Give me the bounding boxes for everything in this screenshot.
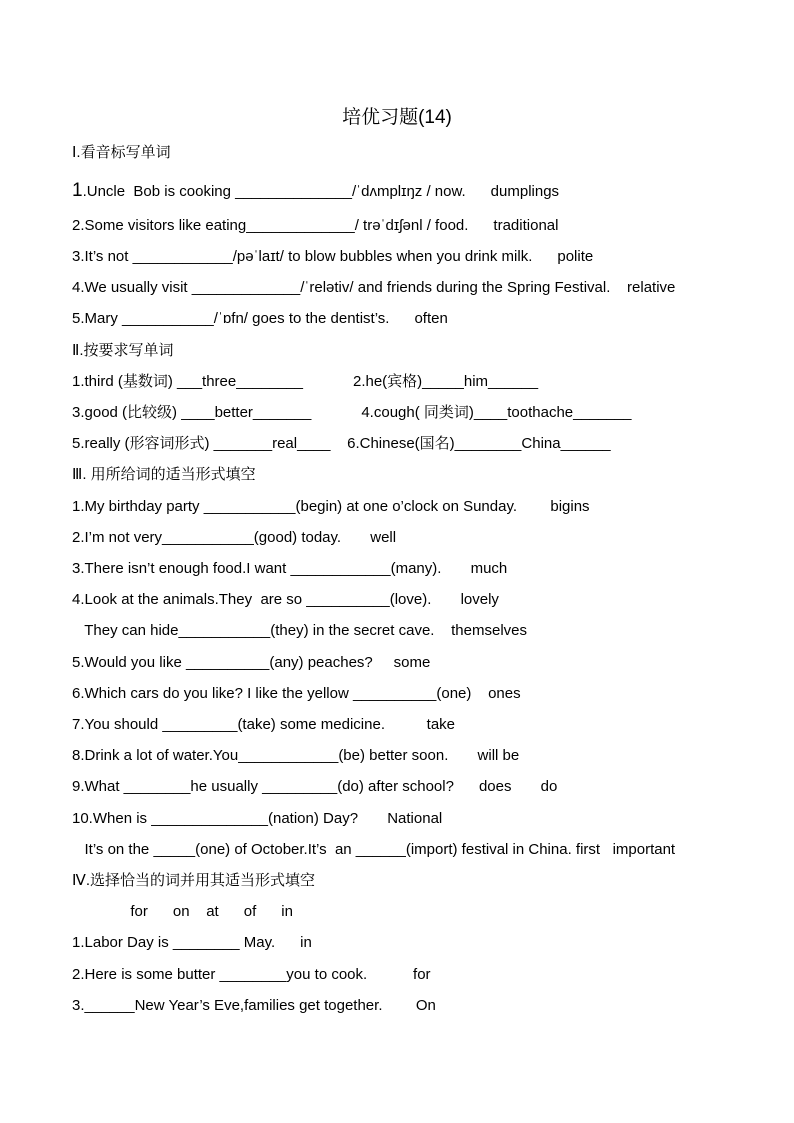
- section-3-heading: Ⅲ. 用所给词的适当形式填空: [72, 466, 256, 483]
- page-title: 培优习题(14): [342, 107, 452, 128]
- section-4-item-1: 1.Labor Day is ________ May. in: [72, 934, 312, 951]
- section-4-heading: Ⅳ.选择恰当的词并用其适当形式填空: [72, 872, 316, 889]
- section-2-row-1: 1.third (基数词) ___three________ 2.he(宾格)_____him______: [72, 373, 539, 390]
- item-number: 1: [72, 180, 83, 201]
- section-3-item-4: 4.Look at the animals.They are so __________(love). lovely: [72, 591, 499, 608]
- section-4-word-bank: for on at of in: [72, 903, 293, 920]
- section-3-item-7: 7.You should _________(take) some medicine. take: [72, 716, 456, 733]
- section-4-item-3: 3.______New Year’s Eve,families get together. On: [72, 997, 436, 1014]
- section-1-item-2: 2.Some visitors like eating_____________/ trəˈdɪʃənl / food. traditional: [72, 217, 559, 234]
- section-3-item-6: 6.Which cars do you like? I like the yellow __________(one) ones: [72, 685, 521, 702]
- section-3-item-3: 3.There isn’t enough food.I want ____________(many). much: [72, 560, 508, 577]
- section-1-heading: Ⅰ.看音标写单词: [72, 144, 171, 161]
- section-1-item-1: [72, 181, 559, 202]
- section-3-item-9: 9.What ________he usually _________(do) after school? does do: [72, 778, 558, 795]
- section-1-item-5: 5.Mary ___________/ˈɒfn/ goes to the dentist’s. often: [72, 310, 448, 327]
- section-3-item-5: 5.Would you like __________(any) peaches? some: [72, 654, 431, 671]
- section-2-row-3: 5.really (形容词形式) _______real____ 6.Chinese(国名)________China______: [72, 435, 611, 452]
- section-1-item-3: 3.It’s not ____________/pəˈlaɪt/ to blow bubbles when you drink milk. polite: [72, 248, 594, 265]
- section-3-item-10-cont: It’s on the _____(one) of October.It’s an ______(import) festival in China. first important: [72, 841, 676, 858]
- section-3-item-10: 10.When is ______________(nation) Day? National: [72, 810, 443, 827]
- section-1-item-4: 4.We usually visit _____________/ˈrelətiv/ and friends during the Spring Festival. relative: [72, 279, 676, 296]
- section-2-heading: Ⅱ.按要求写单词: [72, 342, 174, 359]
- section-3-item-1: 1.My birthday party ___________(begin) at one o’clock on Sunday. bigins: [72, 498, 590, 515]
- section-2-row-2: 3.good (比较级) ____better_______ 4.cough( 同类词)____toothache_______: [72, 404, 632, 421]
- section-3-item-8: 8.Drink a lot of water.You____________(be) better soon. will be: [72, 747, 520, 764]
- section-4-item-2: 2.Here is some butter ________you to cook. for: [72, 966, 431, 983]
- section-3-item-4-cont: They can hide___________(they) in the secret cave. themselves: [72, 622, 527, 639]
- section-3-item-2: 2.I’m not very___________(good) today. well: [72, 529, 397, 546]
- item-text: .Uncle Bob is cooking ______________/ˈdʌmplɪŋz / now. dumplings: [82, 183, 560, 200]
